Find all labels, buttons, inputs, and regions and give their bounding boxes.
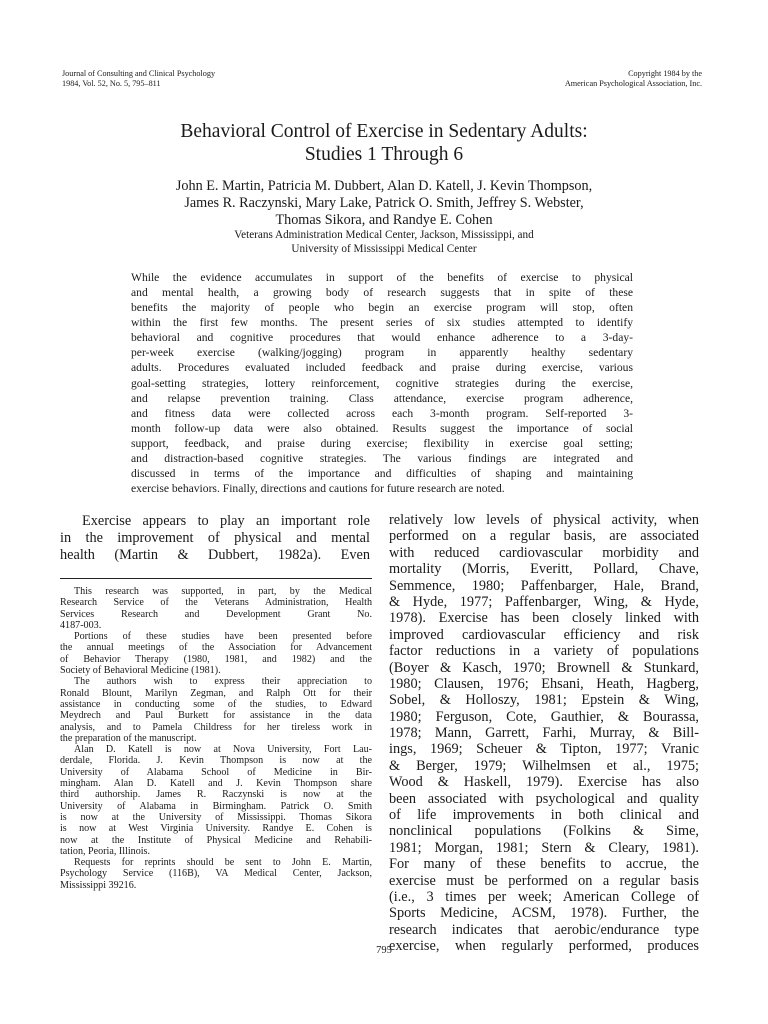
- body-line: performed on a regular basis, are associated: [389, 528, 699, 545]
- abstract: [131, 270, 633, 496]
- body-line: 1980; Clausen, 1976; Ehsani, Heath, Hagberg,: [389, 675, 699, 692]
- footnote-line: Meydrech and Paul Burkett for assistance in the data: [60, 710, 372, 722]
- body-line: relatively low levels of physical activity, when: [389, 512, 699, 528]
- body-line: 1980; Ferguson, Cote, Gauthier, & Bourassa,: [389, 708, 699, 725]
- footnote-line: now at the Institute of Physical Medicine and Rehabili-: [60, 834, 372, 846]
- body-line: mortality (Morris, Everitt, Pollard, Chave,: [389, 561, 699, 578]
- abstract-line: adults. Procedures evaluated included feedback and praise during exercise, various: [131, 361, 633, 375]
- body-line: ings, 1969; Scheuer & Tipton, 1977; Vranic: [389, 741, 699, 758]
- abstract-line: support, feedback, and praise during exercise; flexibility in exercise goal setting;: [131, 436, 633, 450]
- body-line: in the improvement of physical and mental: [60, 530, 370, 546]
- body-line: Sobel, & Holloszy, 1981; Epstein & Wing,: [389, 692, 699, 709]
- body-line: (Boyer & Kasch, 1970; Brownell & Stunkard,: [389, 659, 699, 676]
- footnote-line: of Behavior Therapy (1980, 1981, and 1982) and the: [60, 653, 372, 665]
- footnote-line: derdale, Florida. J. Kevin Thompson is now at the: [60, 755, 372, 767]
- author-line: John E. Martin, Patricia M. Dubbert, Alan D. Katell, J. Kevin Thompson,: [175, 178, 593, 194]
- footnote-line: the preparation of the manuscript.: [60, 732, 197, 744]
- abstract-line: month follow-up data were also obtained. Results suggest the importance of social: [131, 421, 633, 435]
- body-line: & Hyde, 1977; Paffenbarger, Wing, & Hyde,: [389, 593, 699, 610]
- body-line: been associated with psychological and quality: [389, 790, 699, 807]
- footnote-line: Services Research and Development Grant No.: [60, 608, 372, 620]
- footnote-line: Society of Behavioral Medicine (1981).: [60, 665, 221, 677]
- footnote-line: Alan D. Katell is now at Nova University, Fort Lau-: [74, 744, 372, 756]
- body-line: 1978; Mann, Garrett, Farhi, Murray, & Bill-: [389, 725, 699, 742]
- footnote-line: mingham. Alan D. Katell and J. Kevin Thompson share: [60, 778, 372, 790]
- footnote-line: analysis, and to Pamela Childress for her tireless work in: [60, 721, 372, 733]
- abstract-line: and fitness data were collected across each 3-month program. Self-reported 3-: [131, 406, 633, 420]
- affiliation-line: Veterans Administration Medical Center, Jackson, Mississippi, and: [234, 229, 534, 241]
- abstract-line: discussed in terms of the importance and difficulties of shaping and maintaining: [131, 467, 633, 481]
- author-line: Thomas Sikora, and Randye E. Cohen: [275, 212, 493, 228]
- footnote-line: Research Service of the Veterans Administration, Health: [60, 597, 372, 609]
- abstract-line: and distraction-based cognitive strategies. The various findings are integrated and: [131, 451, 633, 465]
- body-line: Semmence, 1980; Paffenbarger, Hale, Brand,: [389, 577, 699, 594]
- footnote-line: Ronald Blount, Marilyn Zegman, and Ralph Ott for their: [60, 687, 372, 699]
- body-line: (i.e., 3 times per week; American College of: [389, 888, 699, 905]
- body-text-right: [389, 512, 699, 955]
- footnote-line: Requests for reprints should be sent to John E. Martin,: [74, 857, 372, 869]
- abstract-line: benefits the majority of people who begin an exercise program will stop, often: [131, 301, 633, 315]
- body-line: exercise must be performed on a regular basis: [389, 872, 699, 889]
- body-line: & Berger, 1979; Wilhelmsen et al., 1975;: [389, 757, 699, 774]
- abstract-line: and relapse prevention training. Class attendance, exercise program adherence,: [131, 391, 633, 405]
- body-line: Sports Medicine, ACSM, 1978). Further, the: [389, 905, 699, 922]
- body-line: with reduced cardiovascular morbidity and: [389, 544, 699, 561]
- body-line: 1978). Exercise has been closely linked with: [389, 610, 699, 627]
- body-line: Exercise appears to play an important role: [82, 513, 370, 529]
- footnote-divider: [60, 578, 372, 579]
- copyright-line: Copyright 1984 by the: [628, 69, 702, 78]
- footnote-line: Portions of these studies have been presented before: [74, 631, 372, 643]
- body-line: 1981; Morgan, 1981; Stern & Cleary, 1981).: [389, 839, 699, 856]
- footnote-line: 4187-003.: [60, 619, 102, 631]
- journal-citation: [62, 69, 215, 88]
- body-line: For many of these benefits to accrue, the: [389, 856, 699, 873]
- abstract-line: and mental health, a growing body of research suggests that in spite of these: [131, 286, 633, 300]
- abstract-line: While the evidence accumulates in support of the benefits of exercise to physical: [131, 271, 633, 284]
- abstract-line: goal-setting strategies, lottery reinforcement, cognitive strategies during the exercise,: [131, 376, 633, 390]
- abstract-line: exercise behaviors. Finally, directions and cautions for future research are noted.: [131, 482, 505, 496]
- footnote-line: Psychology Service (116B), VA Medical Center, Jackson,: [60, 868, 372, 880]
- copyright-notice: [565, 69, 702, 88]
- body-line: exercise, when regularly performed, produces: [389, 938, 699, 955]
- footnote-line: University of Alabama School of Medicine in Bir-: [60, 766, 372, 778]
- article-title: [0, 120, 768, 166]
- page-number: 795: [376, 945, 392, 956]
- footnote-line: assistance in conducting some of the studies, to Edward: [60, 698, 372, 710]
- title-line: Studies 1 Through 6: [304, 144, 464, 165]
- abstract-line: within the first few months. The present series of six studies attempted to identify: [131, 316, 633, 330]
- body-line: Wood & Haskell, 1979). Exercise has also: [389, 774, 699, 791]
- author-line: James R. Raczynski, Mary Lake, Patrick O. Smith, Jeffrey S. Webster,: [184, 195, 584, 211]
- abstract-line: per-week exercise (walking/jogging) program in apparently healthy sedentary: [131, 346, 633, 360]
- body-line: of life improvements in both clinical and: [389, 807, 699, 824]
- footnote-line: tation, Peoria, Illinois.: [60, 845, 150, 857]
- body-line: improved cardiovascular efficiency and risk: [389, 626, 699, 643]
- affiliation: [0, 229, 768, 256]
- body-line: research indicates that aerobic/endurance type: [389, 921, 699, 938]
- abstract-line: behavioral and cognitive procedures that would enhance adherence to a 3-day-: [131, 331, 633, 345]
- footnote-line: is now at West Virginia University. Randye E. Cohen is: [60, 823, 372, 835]
- footnotes: [60, 586, 372, 891]
- footnote-line: the annual meetings of the Association for Advancement: [60, 642, 372, 654]
- title-line: Behavioral Control of Exercise in Sedentary Adults:: [180, 121, 588, 142]
- journal-volume: 1984, Vol. 52, No. 5, 795–811: [62, 78, 161, 88]
- affiliation-line: University of Mississippi Medical Center: [291, 242, 477, 255]
- journal-name: Journal of Consulting and Clinical Psychology: [62, 69, 216, 78]
- body-line: health (Martin & Dubbert, 1982a). Even: [60, 547, 370, 563]
- body-text-left: [60, 513, 370, 564]
- footnote-line: is now at the University of Mississippi. Thomas Sikora: [60, 811, 372, 823]
- footnote-line: University of Alabama in Birmingham. Patrick O. Smith: [60, 800, 372, 812]
- footnote-line: The authors wish to express their appreciation to: [74, 676, 372, 688]
- body-line: factor reductions in a variety of populations: [389, 643, 699, 660]
- publisher-line: American Psychological Association, Inc.: [564, 78, 702, 88]
- body-line: nonclinical populations (Folkins & Sime,: [389, 823, 699, 840]
- footnote-line: Mississippi 39216.: [60, 879, 137, 891]
- author-list: [0, 178, 768, 229]
- footnote-line: third authorship. James R. Raczynski is now at the: [60, 789, 372, 801]
- footnote-line: This research was supported, in part, by the Medical: [74, 586, 372, 597]
